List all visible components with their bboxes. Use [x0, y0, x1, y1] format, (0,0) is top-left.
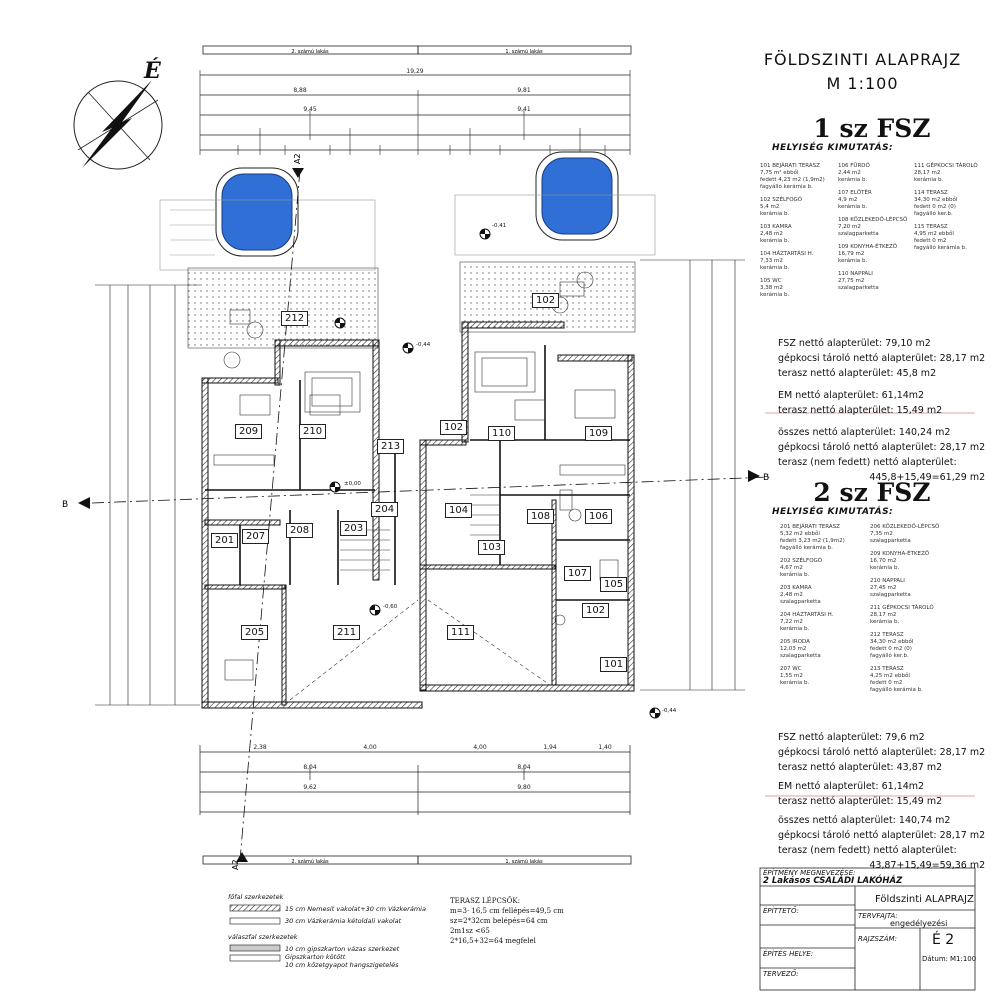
pool-left	[216, 168, 298, 256]
apt2-summary: FSZ nettó alapterület: 79,6 m2 gépkocsi tároló nettó alapterület: 28,17 m2 terasz nettó alapterület: 43,87 m2 EM nettó alapterület: 61,14m2 terasz nettó alapterület: 15,49 m2 összes nettó alapterület: 140,74 m2 gépkocsi tároló nettó alapterület: 28,17 m2 terasz (nem fedett) nettó alapterület: 43,87+15,49=59,36 m2	[778, 732, 986, 871]
room-label: 102	[582, 603, 609, 618]
room-entry: 115 TERASZ 4,95 m2 ebből fedett 0 m2 fagyálló kerámia b.	[914, 224, 967, 251]
room-label: 204	[371, 502, 398, 517]
room-entry: 212 TERASZ 34,30 m2 ebből fedett 0 m2 (0) fagyálló ker.b.	[870, 632, 914, 659]
tb-phase: engedélyezési	[890, 919, 948, 928]
bdim-8: 1,94	[543, 744, 557, 751]
top-tab-label-2: 2. számú lakás	[291, 49, 329, 55]
room-label: 102	[440, 420, 467, 435]
top-tab-label-1: 1. számú lakás	[505, 49, 543, 55]
bottom-tab-label-1: 1. számú lakás	[505, 859, 543, 865]
section-a2-top-label: A2	[293, 153, 302, 164]
apt2-subtitle: HELYISÉG KIMUTATÁS:	[772, 507, 894, 517]
room-entry: 211 GÉPKOCSI TÁROLÓ 28,17 m2 kerámia b.	[870, 605, 934, 625]
room-entry: 204 HÁZTARTÁSI H. 7,22 m2 kerámia b.	[780, 612, 834, 632]
apt1-subtitle: HELYISÉG KIMUTATÁS:	[772, 143, 894, 153]
room-entry: 205 IRODA 12,03 m2 szalagparketta	[780, 639, 821, 659]
level-3: -0,60	[383, 604, 398, 610]
room-entry: 107 ELŐTÉR 4,9 m2 kerámia b.	[838, 190, 872, 210]
room-entry: 210 NAPPALI 27,45 m2 szalagparketta	[870, 578, 911, 598]
legend-wall-item: 15 cm Nemesit vakolat+30 cm Vázkerámia	[285, 905, 426, 913]
room-entry: 114 TERASZ 34,30 m2 ebből fedett 0 m2 (0) fagyálló ker.b.	[914, 190, 958, 217]
room-entry: 103 KAMRA 2,48 m2 kerámia b.	[760, 224, 792, 244]
tb-site-label: ÉPÍTÉS HELYE:	[763, 950, 814, 958]
room-label: 213	[377, 439, 404, 454]
room-label: 207	[242, 529, 269, 544]
room-entry: 206 KÖZLEKEDŐ-LÉPCSŐ 7,35 m2 szalagparketta	[870, 524, 940, 544]
level-5: -0,41	[492, 223, 507, 229]
room-label: 212	[281, 311, 308, 326]
apt2-panel	[772, 478, 972, 517]
room-label: 111	[447, 625, 474, 640]
room-entry: 102 SZÉLFOGÓ 5,4 m2 kerámia b.	[760, 197, 803, 217]
apt1-title: 1 sz FSZ	[813, 114, 931, 143]
tb-project-name: 2 Lakásos CSALÁDI LAKÓHÁZ	[763, 876, 903, 886]
tb-phase-label: TERVFAJTA:	[858, 912, 898, 920]
tb-project-label: ÉPÍTMÉNY MEGNEVEZÉSE:	[763, 869, 856, 877]
room-entry: 201 BEJÁRATI TERASZ 5,32 m2 ebből fedett 3,23 m2 (1,9m2) fagyálló kerámia b.	[780, 524, 845, 551]
legend-partition-title: válaszfal szerkezetek	[228, 933, 298, 941]
room-entry: 213 TERASZ 4,25 m2 ebből fedett 0 m2 fagyálló kerámia b.	[870, 666, 923, 693]
tb-sheet-no: É 2	[932, 932, 955, 948]
section-a2-bottom-label: A2	[231, 859, 240, 870]
apt1-summary: FSZ nettó alapterület: 79,10 m2 gépkocsi tároló nettó alapterület: 28,17 m2 terasz nettó alapterület: 45,8 m2 EM nettó alapterület: 61,14m2 terasz nettó alapterület: 15,49 m2 összes nettó alapterület: 140,24 m2 gépkocsi tároló nettó alapterület: 28,17 m2 terasz (nem fedett) nettó alapterület: 445,8+15,49=61,29 m2	[778, 338, 986, 483]
top-dimension-lines	[200, 70, 630, 155]
room-label: 103	[478, 540, 505, 555]
apt2-title: 2 sz FSZ	[813, 478, 931, 507]
apt1-rooms-col1	[760, 163, 840, 299]
section-a2-arrow-top	[292, 168, 304, 178]
room-label: 208	[286, 523, 313, 538]
room-entry: 207 WC 1,55 m2 kerámia b.	[780, 666, 810, 686]
room-label: 108	[527, 509, 554, 524]
tb-designer-label: TERVEZŐ:	[763, 970, 799, 978]
stairs-note: TERASZ LÉPCSŐK: m=3· 16,5 cm fellépés=49,5 cm sz=2*32cm belépés=64 cm 2m1sz <65 2*16,5+32=64 megfelel	[450, 897, 564, 945]
dim-left-2: 8,88	[293, 87, 307, 94]
level-1: ±0,00	[344, 481, 361, 487]
room-label: 201	[211, 533, 238, 548]
bottom-tabs	[203, 856, 631, 865]
room-entry: 106 FÜRDŐ 2,44 m2 kerámia b.	[838, 163, 870, 183]
legend-partition-items: 10 cm gipszkarton vázas szerkezet Gipszkarton kötött 10 cm kőzetgyapot hangszigetelés	[285, 945, 400, 969]
room-label: 101	[600, 657, 627, 672]
room-label: 105	[600, 577, 627, 592]
tb-drawing-title: Földszinti ALAPRAJZ	[875, 894, 974, 905]
bdim-1: 8,04	[303, 764, 317, 771]
room-label: 106	[585, 509, 612, 524]
bdim-7: 4,00	[473, 744, 487, 751]
bdim-9: 1,40	[598, 744, 612, 751]
section-b-right-label: B	[763, 473, 770, 483]
room-label: 209	[235, 424, 262, 439]
room-label: 110	[488, 426, 515, 441]
room-label: 203	[340, 521, 367, 536]
compass-label: É	[144, 58, 161, 84]
room-label: 107	[564, 566, 591, 581]
pool-right	[536, 152, 618, 240]
room-entry: 109 KONYHA-ÉTKEZŐ 16,79 m2 kerámia b.	[838, 244, 898, 264]
room-entry: 105 WC 3,38 m2 kerámia b.	[760, 278, 790, 298]
section-b-arrow-right	[748, 470, 760, 482]
apt2-rooms-col1	[780, 524, 870, 687]
apt1-panel	[772, 114, 972, 153]
room-entry: 209 KONYHA-ÉTKEZŐ 16,70 m2 kerámia b.	[870, 551, 930, 571]
tb-date-label: Dátum:	[922, 955, 949, 963]
top-tabs	[203, 46, 631, 55]
north-arrow-icon	[74, 80, 162, 169]
drawing-header	[755, 48, 970, 96]
drawing-title: FÖLDSZINTI ALAPRAJZ	[763, 50, 962, 69]
section-b-left-label: B	[62, 500, 69, 510]
bdim-3: 9,62	[303, 784, 317, 791]
bdim-6: 4,00	[363, 744, 377, 751]
bottom-dimension-lines	[200, 745, 630, 815]
tb-sheet-label: RAJZSZÁM:	[858, 935, 897, 943]
dim-total: 19,29	[406, 68, 424, 75]
level-4: -0,44	[416, 342, 431, 348]
bdim-2: 8,04	[517, 764, 531, 771]
legend-walls-title: főfal szerkezetek	[228, 893, 284, 901]
section-line-b	[92, 477, 770, 503]
room-label: 211	[333, 625, 360, 640]
dim-right-2: 9,81	[517, 87, 531, 94]
bdim-5: 2,38	[253, 744, 267, 751]
level-2: -0,44	[662, 708, 677, 714]
dim-right: 9,41	[517, 106, 531, 113]
apt1-rooms-col3	[914, 163, 984, 252]
room-label: 210	[299, 424, 326, 439]
room-entry: 108 KÖZLEKEDŐ-LÉPCSŐ 7,20 m2 szalagparketta	[838, 217, 908, 237]
dim-left: 9,45	[303, 106, 317, 113]
room-entry: 111 GÉPKOCSI TÁROLÓ 28,17 m2 kerámia b.	[914, 163, 978, 183]
room-label: 104	[445, 503, 472, 518]
bottom-tab-label-2: 2. számú lakás	[291, 859, 329, 865]
terrace-212	[188, 268, 378, 348]
tb-owner-label: ÉPÍTTETŐ:	[763, 907, 799, 915]
room-entry: 203 KAMRA 2,48 m2 szalagparketta	[780, 585, 821, 605]
room-entry: 110 NAPPALI 27,75 m2 szalagparketta	[838, 271, 879, 291]
room-entry: 202 SZÉLFOGÓ 4,67 m2 kerámia b.	[780, 558, 823, 578]
apt1-rooms-col2	[838, 163, 914, 292]
apt2-rooms-col2	[870, 524, 970, 694]
section-b-arrow-left	[78, 497, 90, 509]
bdim-4: 9,80	[517, 784, 531, 791]
drawing-scale: M 1:100	[826, 74, 899, 93]
room-entry: 101 BEJÁRATI TERASZ 7,75 m² ebből fedett 4,23 m2 (1,9m2) fagyálló kerámia b.	[760, 163, 825, 190]
tb-scale: M1:100	[950, 955, 977, 963]
room-label: 102	[532, 293, 559, 308]
room-label: 205	[241, 625, 268, 640]
room-label: 109	[585, 426, 612, 441]
room-entry: 104 HÁZTARTÁSI H. 7,33 m2 kerámia b.	[760, 251, 814, 271]
legend-wall-item: 30 cm Vázkerámia kétoldali vakolat	[285, 917, 402, 925]
